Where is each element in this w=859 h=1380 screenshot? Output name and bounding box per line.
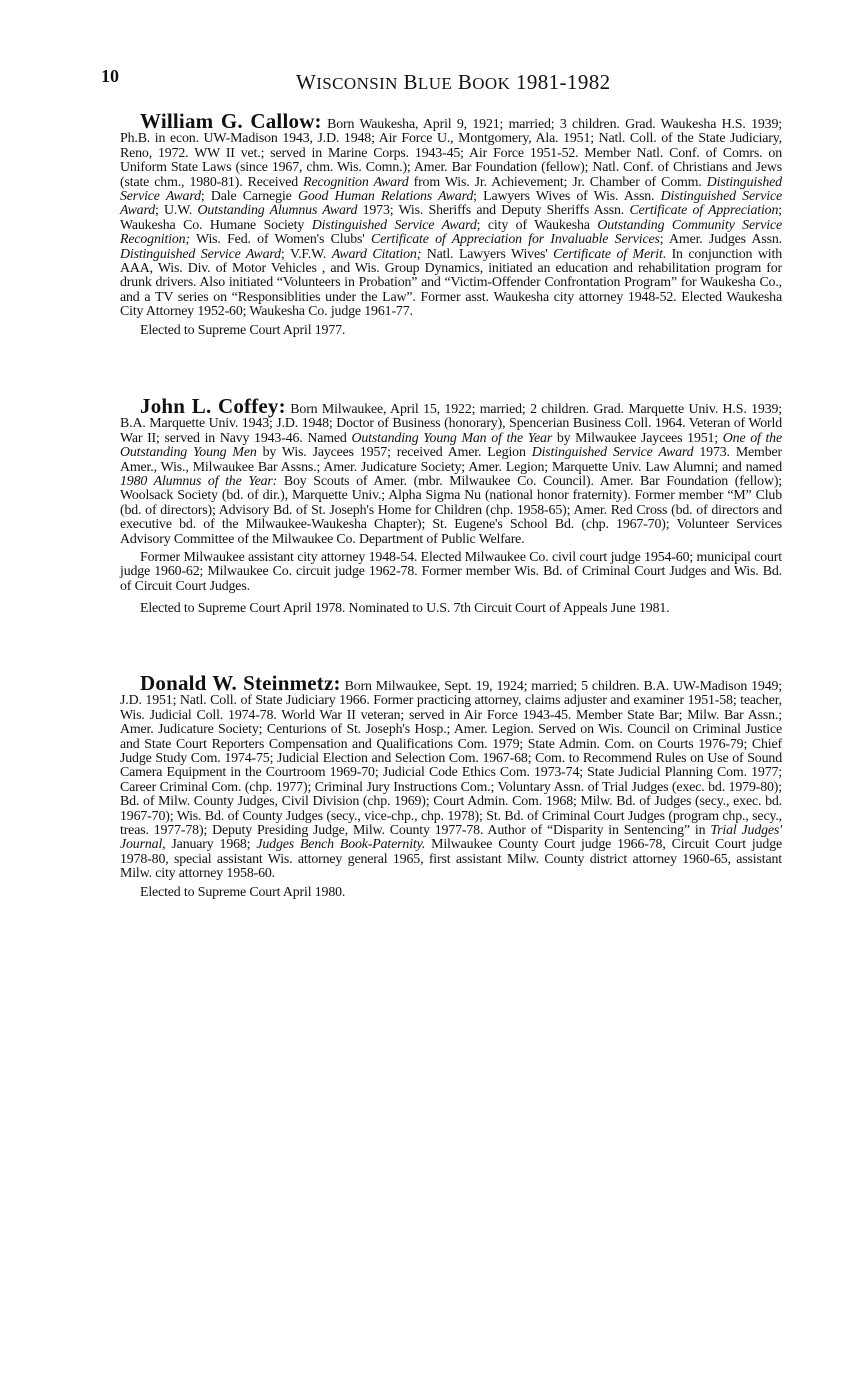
justice-name: William G. Callow: [140, 109, 322, 133]
bio-paragraph: Donald W. Steinmetz: Born Milwaukee, Sept. 19, 1924; married; 5 children. B.A. UW-Madison 1949; J.D. 1951; Natl. Coll. of State Judiciary 1966. Former practicing attorney, claims adjuster and examiner 1951-58; teacher, Wis. Judicial Coll. 1974-78. World War II veteran; served in Air Force 1943-45. Member State Bar; Milw. Bar Assn.; Amer. Judicature Society; Centurions of St. Joseph's Hosp.; Amer. Legion. Served on Wis. Council on Criminal Justice and State Court Reporters Compensation and Qualifications Com. 1979; State Admin. Com. on Courts 1976-79; Chief Judge Study Com. 1974-75; Judicial Election and Selection Com. 1967-68; Com. to Recommend Rules on Use of Sound Camera Equipment in the Courtroom 1969-70; Judicial Code Ethics Com. 1973-74; State Judicial Planning Com. 1977; Career Criminal Com. (chp. 1977); Criminal Jury Instructions Com.; Voluntary Assn. of Trial Judges (exec. bd. 1979-80); Bd. of Milw. County Judges, Civil Division (chp. 1969); Court Admin. Com. 1968; Milw. Bd. of Judges (secy., exec. bd. 1967-70); Wis. Bd. of County Judges (secy., vice-chp., chp. 1978); St. Bd. of Criminal Court Judges (program chp., secy., treas. 1977-78); Deputy Presiding Judge, Milw. County 1977-78. Author of “Disparity in Sentencing” in Trial Judges' Journal, January 1968; Judges Bench Book-Paternity. Milwaukee County Court judge 1966-78, Circuit Court judge 1978-80, special assistant Wis. attorney general 1965, first assistant Milw. County district attorney 1960-65, assistant Milw. city attorney 1958-60. [120, 671, 783, 882]
bio-entry-steinmetz [120, 671, 783, 900]
bio-entry-coffey [120, 394, 783, 617]
justice-name: Donald W. Steinmetz: [140, 671, 341, 695]
bio-paragraph: John L. Coffey: Born Milwaukee, April 15, 1922; married; 2 children. Grad. Marquette Univ. H.S. 1939; B.A. Marquette Univ. 1943; J.D. 1948; Doctor of Business (honorary), Spencerian Business Coll. 1964. Veteran of World War II; served in Navy 1943-46. Named Outstanding Young Man of the Year by Milwaukee Jaycees 1951; One of the Outstanding Young Men by Wis. Jaycees 1957; received Amer. Legion Distinguished Service Award 1973. Member Amer., Wis., Milwaukee Bar Assns.; Amer. Judicature Society; Amer. Legion; Marquette Univ. Law Alumni; and named 1980 Alumnus of the Year: Boy Scouts of Amer. (mbr. Milwaukee Co. Council). Amer. Bar Foundation (fellow); Woolsack Society (bd. of dir.), Marquette Univ.; Alpha Sigma Nu (national honor fraternity). Former member “M” Club (bd. of directors); Advisory Bd. of St. Joseph's Home for Children (chp. 1958-65); Amer. Red Cross (bd. of directors and executive bd. of the Milwaukee-Waukesha Chapter); St. Eugene's School Bd. (chp. 1967-70); Volunteer Services Advisory Committee of the Milwaukee Co. Department of Public Welfare. [120, 394, 783, 547]
career-note: Former Milwaukee assistant city attorney 1948-54. Elected Milwaukee Co. civil court judge 1954-60; municipal court judge 1960-62; Milwaukee Co. circuit judge 1962-78. Former member Wis. Bd. of Criminal Court Judges and Wis. Bd. of Circuit Court Judges. [120, 550, 782, 594]
election-note: Elected to Supreme Court April 1978. Nominated to U.S. 7th Circuit Court of Appeals June 1981. [140, 601, 670, 617]
election-note: Elected to Supreme Court April 1977. [140, 322, 346, 338]
justice-name: John L. Coffey: [140, 394, 286, 418]
running-head: WISCONSIN BLUE BOOK 1981-1982 [296, 70, 611, 94]
bio-paragraph: William G. Callow: Born Waukesha, April 9, 1921; married; 3 children. Grad. Waukesha H.S. 1939; Ph.B. in econ. UW-Madison 1943, J.D. 1948; Air Force U., Montgomery, Ala. 1951; Natl. Coll. of the State Judiciary, Reno, 1972. WW II vet.; served in Marine Corps. 1943-45; Air Force 1951-52. Member Natl. Conf. of Comrs. on Uniform State Laws (since 1967, chm. Wis. Comn.); Amer. Bar Foundation (fellow); Natl. Conf. of Christians and Jews (state chm., 1980-81). Received Recognition Award from Wis. Jr. Achievement; Jr. Chamber of Comm. Distinguished Service Award; Dale Carnegie Good Human Relations Award; Lawyers Wives of Wis. Assn. Distinguished Service Award; U.W. Outstanding Alumnus Award 1973; Wis. Sheriffs and Deputy Sheriffs Assn. Certificate of Appreciation; Waukesha Co. Humane Society Distinguished Service Award; city of Waukesha Outstanding Community Service Recognition; Wis. Fed. of Women's Clubs' Certificate of Appreciation for Invaluable Services; Amer. Judges Assn. Distinguished Service Award; V.F.W. Award Citation; Natl. Lawyers Wives' Certificate of Merit. In conjunction with AAA, Wis. Div. of Motor Vehicles , and Wis. Group Dynamics, initiated an education and rehabilitation program for drunk drivers. Also initiated “Volunteers in Probation” and “Victim-Offender Confrontation Program” for Waukesha Co., and a TV series on “Responsiblities under the Law”. Former asst. Waukesha city attorney 1948-52. Elected Waukesha City Attorney 1952-60; Waukesha Co. judge 1961-77. [120, 109, 783, 320]
page-number: 10 [101, 66, 119, 86]
election-note: Elected to Supreme Court April 1980. [140, 884, 346, 900]
bio-entry-callow [120, 109, 783, 338]
